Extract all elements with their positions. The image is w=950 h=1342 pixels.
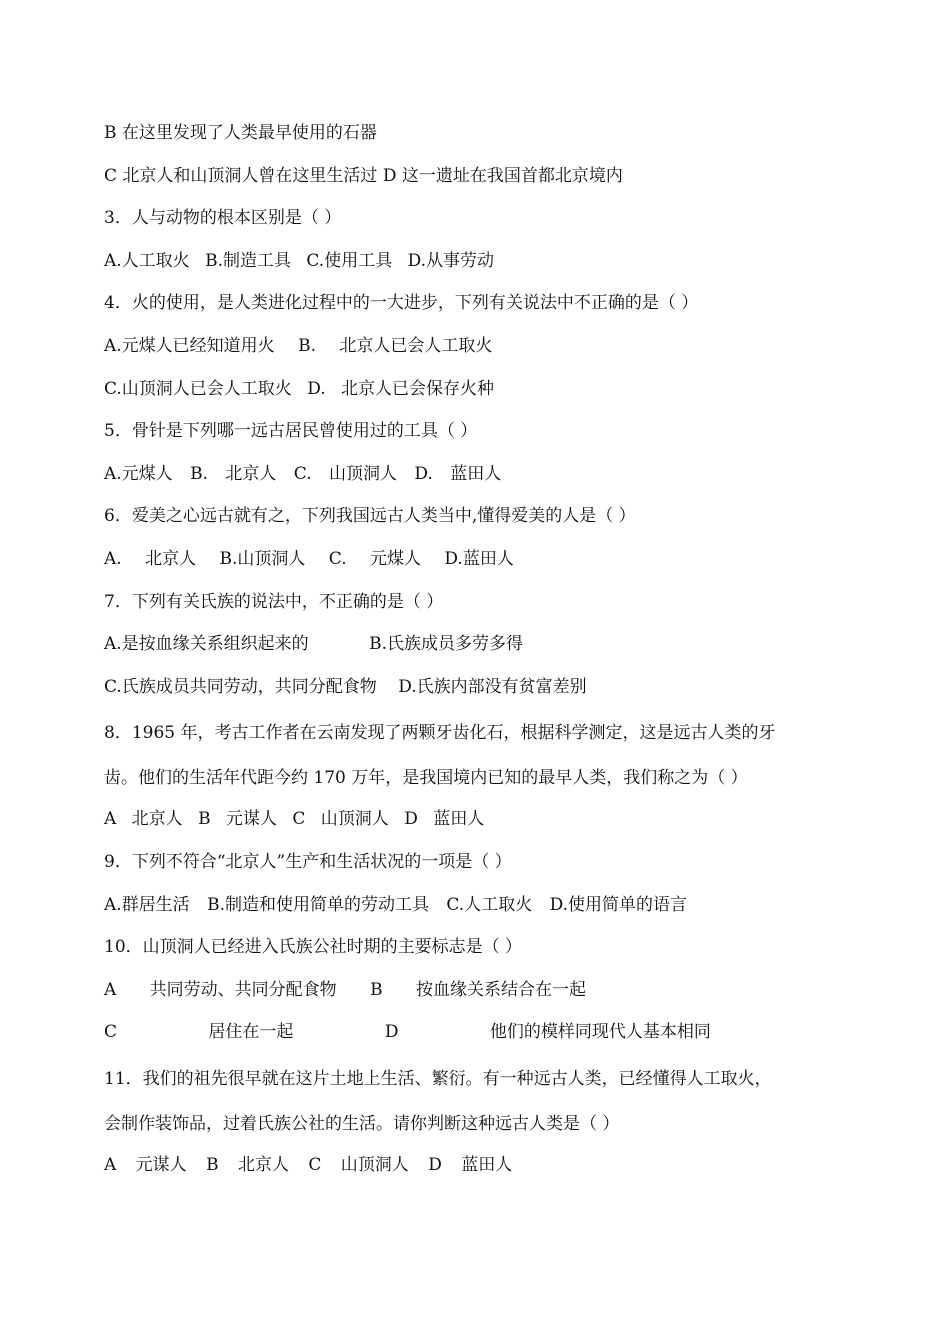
question-7-options-ab: A.是按血缘关系组织起来的 B.氏族成员多劳多得 (104, 634, 523, 655)
question-8-options: A 北京人 B 元谋人 C 山顶洞人 D 蓝田人 (104, 809, 485, 830)
question-11-options: A 元谋人 B 北京人 C 山顶洞人 D 蓝田人 (104, 1154, 513, 1175)
question-6: 6．爱美之心远古就有之，下列我国远古人类当中,懂得爱美的人是（ ） (104, 506, 636, 527)
question-9-options: A.群居生活 B.制造和使用简单的劳动工具 C.人工取火 D.使用简单的语言 (104, 894, 688, 915)
question-10-options-ab: A 共同劳动、共同分配食物 B 按血缘关系结合在一起 (104, 979, 586, 1000)
question-7-options-cd: C.氏族成员共同劳动，共同分配食物 D.氏族内部没有贫富差别 (104, 676, 587, 697)
question-8-line-2: 齿。他们的生活年代距今约 170 万年，是我国境内已知的最早人类，我们称之为（ ） (104, 768, 748, 789)
question-3: 3．人与动物的根本区别是（ ） (104, 208, 342, 229)
question-4: 4．火的使用，是人类进化过程中的一大进步，下列有关说法中不正确的是（ ） (104, 293, 699, 314)
option-line-b: B 在这里发现了人类最早使用的石器 (104, 123, 377, 143)
question-6-options: A. 北京人 B.山顶洞人 C. 元煤人 D.蓝田人 (104, 548, 514, 569)
question-4-options-ab: A.元煤人已经知道用火 B. 北京人已会人工取火 (104, 335, 493, 356)
question-3-options: A.人工取火 B.制造工具 C.使用工具 D.从事劳动 (104, 250, 495, 271)
question-10: 10．山顶洞人已经进入氏族公社时期的主要标志是（ ） (104, 937, 523, 958)
question-7: 7．下列有关氏族的说法中，不正确的是（ ） (104, 591, 444, 612)
question-11-line-2: 会制作装饰品，过着氏族公社的生活。请你判断这种远古人类是（ ） (104, 1113, 620, 1134)
question-8-line-1: 8．1965 年，考古工作者在云南发现了两颗牙齿化石，根据科学测定，这是远古人类的牙 (104, 723, 776, 744)
question-content (104, 112, 864, 1186)
question-4-options-cd: C.山顶洞人已会人工取火 D. 北京人已会保存火种 (104, 378, 495, 399)
question-11-line-1: 11．我们的祖先很早就在这片土地上生活、繁衍。有一种远古人类，已经懂得人工取火， (104, 1068, 772, 1089)
question-10-options-cd: C 居住在一起 D 他们的模样同现代人基本相同 (104, 1022, 711, 1043)
question-5: 5．骨针是下列哪一远古居民曾使用过的工具（ ） (104, 421, 478, 442)
question-5-options: A.元煤人 B. 北京人 C. 山顶洞人 D. 蓝田人 (104, 463, 502, 484)
option-line-cd: C 北京人和山顶洞人曾在这里生活过 D 这一遗址在我国首都北京境内 (104, 165, 623, 186)
question-9: 9．下列不符合“北京人”生产和生活状况的一项是（ ） (104, 851, 512, 872)
